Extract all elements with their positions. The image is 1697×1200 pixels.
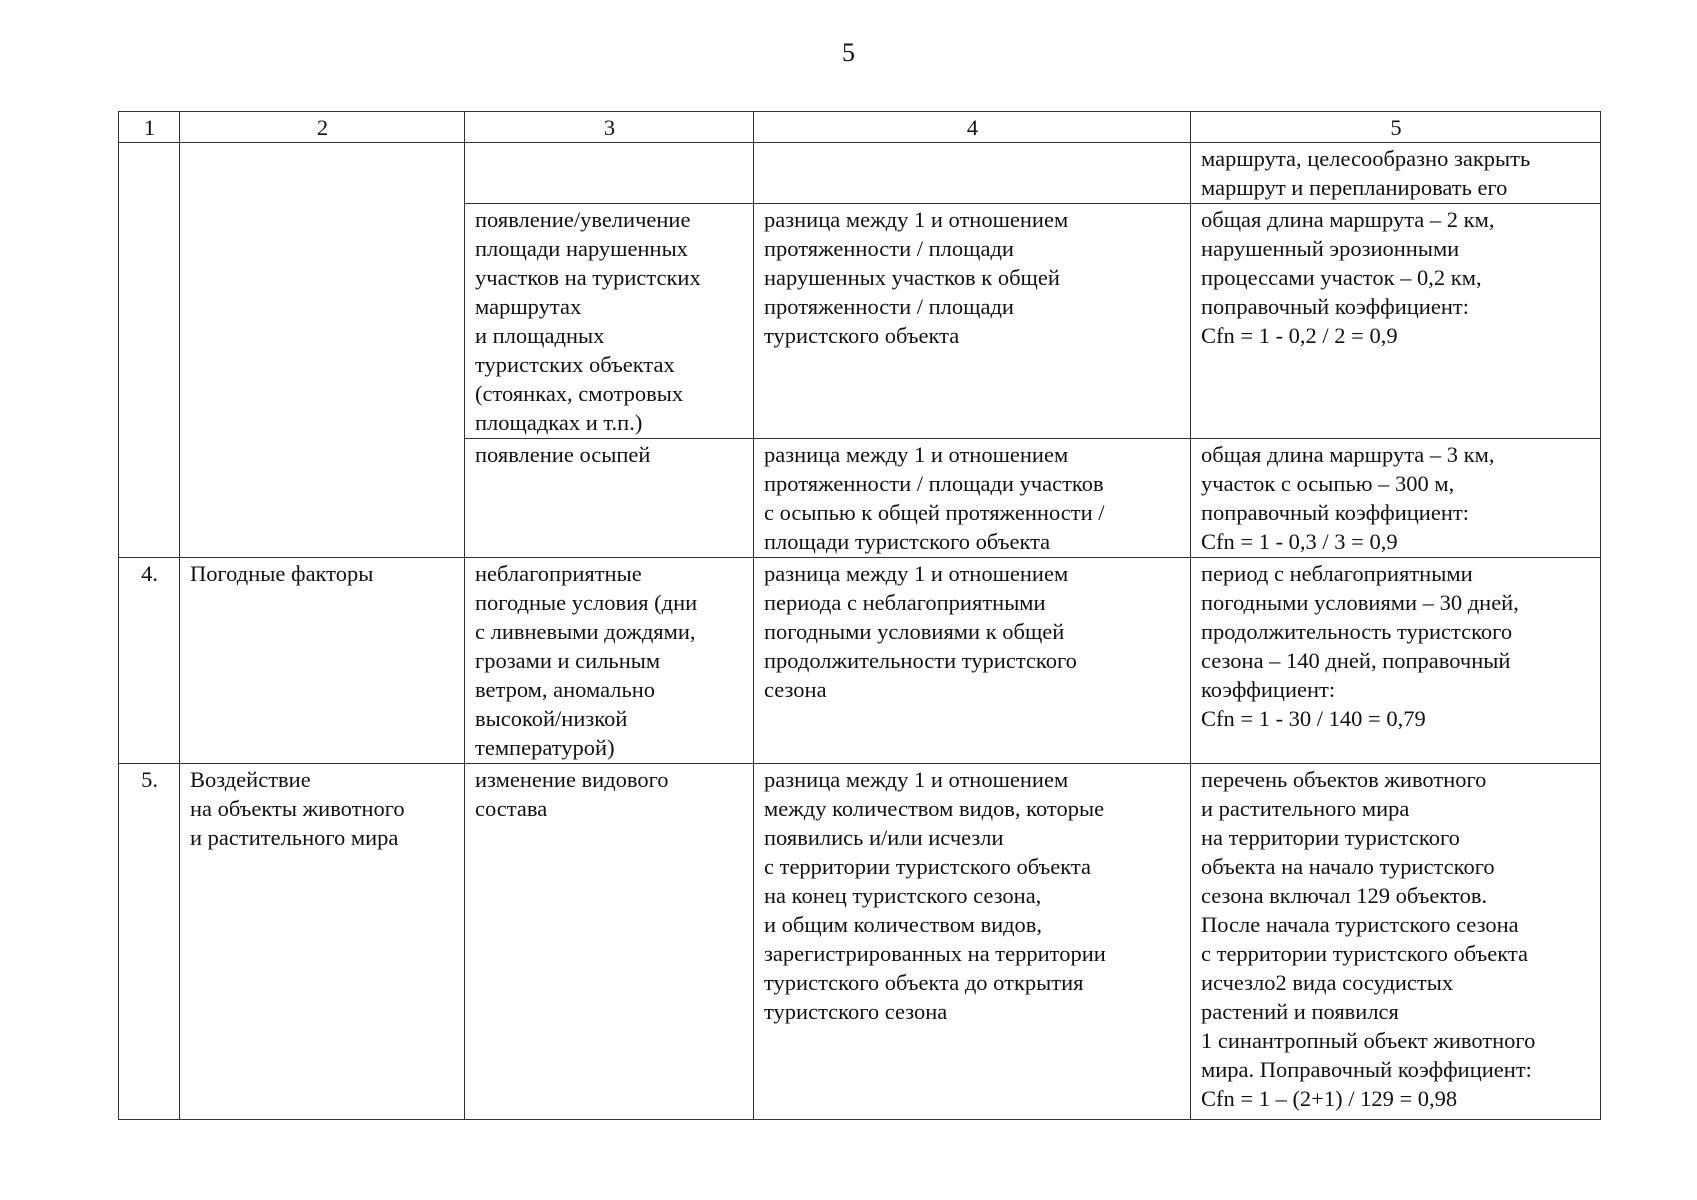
- header-cell-1: 1: [119, 112, 180, 143]
- header-cell-4: 4: [754, 112, 1191, 143]
- indicator-cell: [465, 143, 754, 204]
- criteria-table: [118, 111, 1601, 1120]
- table-header-row: [119, 112, 1601, 143]
- indicator-cell: неблагоприятные погодные условия (дни с ливневыми дождями, грозами и сильным ветром, аномально высокой/низкой температурой): [465, 558, 754, 764]
- indicator-cell: появление осыпей: [465, 439, 754, 558]
- table-row: [119, 764, 1601, 1120]
- header-cell-5: 5: [1191, 112, 1601, 143]
- indicator-cell: появление/увеличение площади нарушенных участков на туристских маршрутах и площадных туристских объектах (стоянках, смотровых площадках и т.п.): [465, 204, 754, 439]
- example-cell: период с неблагоприятными погодными условиями – 30 дней, продолжительность туристского сезона – 140 дней, поправочный коэффициент: Cfn = 1 - 30 / 140 = 0,79: [1191, 558, 1601, 764]
- calculation-method-cell: разница между 1 и отношением протяженности / площади участков с осыпью к общей протяженности / площади туристского объекта: [754, 439, 1191, 558]
- row-number-cell: 4.: [119, 558, 180, 764]
- header-cell-2: 2: [180, 112, 465, 143]
- factor-cell: [180, 143, 465, 558]
- calculation-method-cell: разница между 1 и отношением между количеством видов, которые появились и/или исчезли с территории туристского объекта на конец туристского сезона, и общим количеством видов, зарегистрированных на территории туристского объекта до открытия туристского сезона: [754, 764, 1191, 1120]
- example-cell: общая длина маршрута – 2 км, нарушенный эрозионными процессами участок – 0,2 км, поправочный коэффициент: Cfn = 1 - 0,2 / 2 = 0,9: [1191, 204, 1601, 439]
- factor-cell: Погодные факторы: [180, 558, 465, 764]
- row-number-cell: 5.: [119, 764, 180, 1120]
- factor-cell: Воздействие на объекты животного и растительного мира: [180, 764, 465, 1120]
- example-cell: общая длина маршрута – 3 км, участок с осыпью – 300 м, поправочный коэффициент: Cfn = 1 - 0,3 / 3 = 0,9: [1191, 439, 1601, 558]
- example-cell: перечень объектов животного и растительного мира на территории туристского объекта на начало туристского сезона включал 129 объектов. После начала туристского сезона с территории туристского объекта исчезло2 вида сосудистых растений и появился 1 синантропный объект животного мира. Поправочный коэффициент: Cfn = 1 – (2+1) / 129 = 0,98: [1191, 764, 1601, 1120]
- table-row: [119, 143, 1601, 204]
- indicator-cell: изменение видового состава: [465, 764, 754, 1120]
- page-number: 5: [842, 38, 855, 67]
- calculation-method-cell: разница между 1 и отношением периода с неблагоприятными погодными условиями к общей продолжительности туристского сезона: [754, 558, 1191, 764]
- row-number-cell: [119, 143, 180, 558]
- header-cell-3: 3: [465, 112, 754, 143]
- calculation-method-cell: [754, 143, 1191, 204]
- example-cell: маршрута, целесообразно закрыть маршрут и перепланировать его: [1191, 143, 1601, 204]
- calculation-method-cell: разница между 1 и отношением протяженности / площади нарушенных участков к общей протяженности / площади туристского объекта: [754, 204, 1191, 439]
- table-row: [119, 558, 1601, 764]
